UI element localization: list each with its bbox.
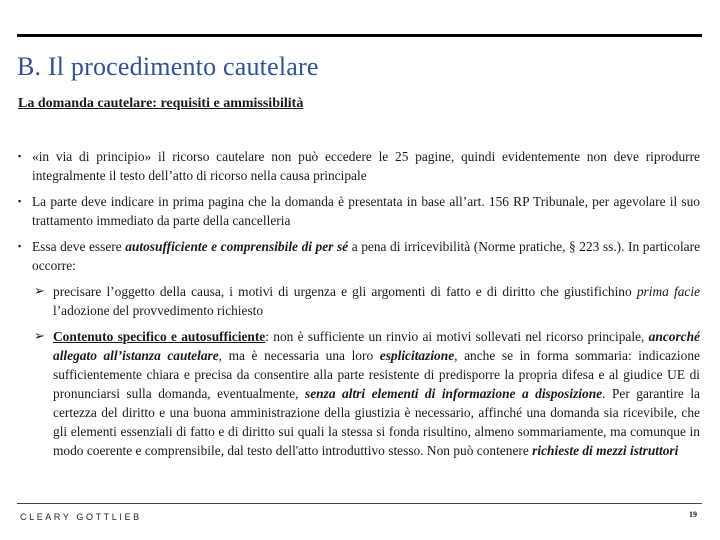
page-number: 19 (689, 510, 697, 519)
arrow-bullet-icon: ➢ (34, 284, 45, 299)
sub-bullet-text: : non è sufficiente un rinvio ai motivi sollevati nel ricorso principale, (265, 329, 649, 344)
bullet-item (18, 192, 700, 230)
bullet-text: Essa deve essere (32, 239, 126, 254)
bullet-item (18, 147, 700, 185)
sub-bullet-text: precisare l’oggetto della causa, i motivi di urgenza e gli argomenti di fatto e di diritto che giustifichino (53, 284, 637, 299)
sub-bullet-emphasis: esplicitazione (379, 348, 455, 363)
bullet-item (18, 237, 700, 275)
company-logo: CLEARY GOTTLIEB (20, 512, 142, 522)
slide-content (18, 147, 700, 467)
sub-bullet-heading: Contenuto specifico e autosufficiente (53, 329, 266, 344)
top-divider (17, 34, 702, 37)
bullet-emphasis: autosufficiente e comprensibile di per sé (125, 239, 349, 254)
bullet-text: «in via di principio» il ricorso cautelare non può eccedere le 25 pagine, quindi evidentemente non deve riprodurre integralmente il testo dell’atto di ricorso nella causa principale (32, 149, 700, 183)
slide-subtitle: La domanda cautelare: requisiti e ammissibilità (18, 96, 304, 111)
square-bullet-icon: ▪ (18, 196, 22, 206)
sub-bullet-emphasis: senza altri elementi di informazione a disposizione (305, 386, 603, 401)
bullet-text: a pena di irricevibilità (Norme pratiche, § 223 ss.). In particolare occorre: (32, 239, 701, 273)
bottom-divider (17, 503, 702, 504)
sub-bullet-text: l’adozione del provvedimento richiesto (53, 303, 264, 318)
slide-title: B. Il procedimento cautelare (17, 52, 319, 81)
sub-bullet-emphasis: richieste di mezzi istruttori (532, 443, 679, 458)
sub-bullet-text: . Per garantire la certezza del diritto e una buona amministrazione della giustizia è necessario, affinché una domanda sia ricevibile, che gli elementi essenziali di fatto e di diritto sui quali la stessa si fonda risultino, almeno sommariamente, ma comunque in modo coerente e comprensibile, dal testo dell'atto introduttivo stesso. Non può contenere (53, 386, 701, 458)
sub-bullet-italic: prima facie (636, 284, 700, 299)
square-bullet-icon: ▪ (18, 151, 22, 161)
arrow-bullet-icon: ➢ (34, 329, 45, 344)
square-bullet-icon: ▪ (18, 241, 22, 251)
sub-bullet-text: , anche se in forma sommaria: indicazione sufficientemente chiara e precisa da consentire alla parte resistente di predisporre la propria difesa e al giudice UE di pronunciarsi sulla domanda, eventualmente, (53, 348, 700, 401)
bullet-text: La parte deve indicare in prima pagina che la domanda è presentata in base all’art. 156 RP Tribunale, per agevolare il suo trattamento immediato da parte della cancelleria (32, 194, 700, 228)
sub-bullet-item (18, 282, 700, 320)
sub-bullet-emphasis: ancorché allegato all’istanza cautelare (53, 329, 700, 363)
sub-bullet-item (18, 327, 700, 460)
sub-bullet-text: , ma è necessaria una loro (218, 348, 380, 363)
